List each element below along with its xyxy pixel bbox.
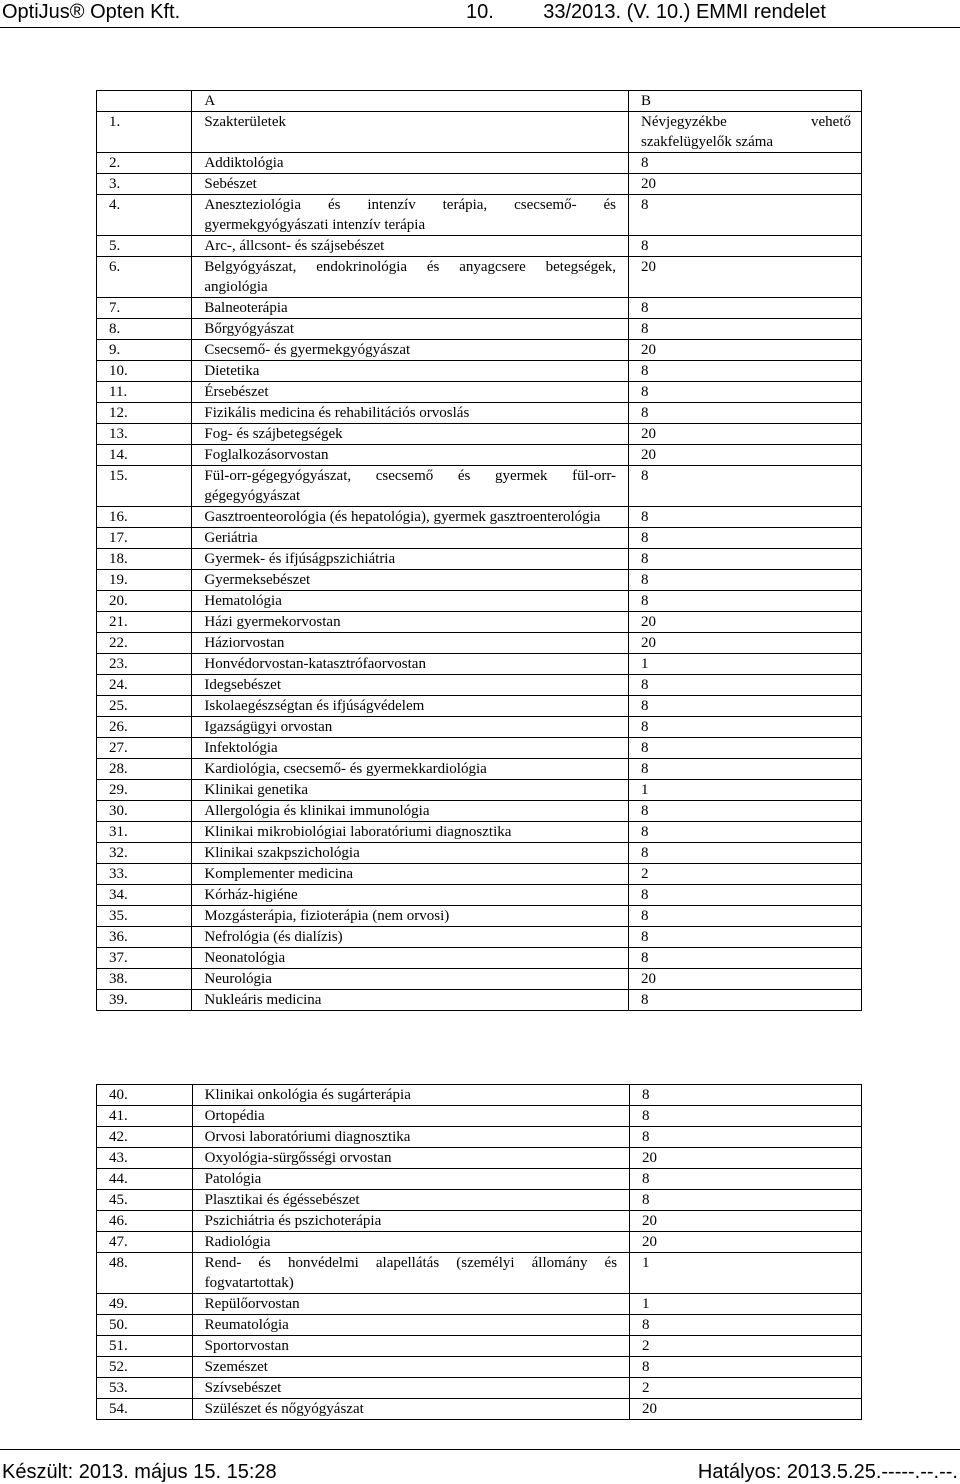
table-row: [97, 654, 862, 675]
supervisor-count: 20: [629, 340, 862, 361]
supervisor-count: 20: [630, 1232, 862, 1253]
supervisor-count: 20: [629, 257, 862, 298]
row-number: 17.: [97, 528, 192, 549]
row-number: 31.: [97, 822, 192, 843]
table-row: [97, 801, 862, 822]
column-header-b: B: [629, 91, 862, 112]
table-row: [97, 466, 862, 507]
supervisor-count: 8: [630, 1127, 862, 1148]
row-number: 47.: [97, 1232, 193, 1253]
supervisor-count: 8: [629, 153, 862, 174]
table-row: [97, 717, 862, 738]
supervisor-count: 20: [629, 445, 862, 466]
row-number: 33.: [97, 864, 192, 885]
row-number: 34.: [97, 885, 192, 906]
table-row: [97, 1211, 862, 1232]
row-number: 2.: [97, 153, 192, 174]
row-number: 24.: [97, 675, 192, 696]
table-row: [97, 843, 862, 864]
specialty-name: Klinikai szakpszichológia: [192, 843, 629, 864]
specialty-name: Szemészet: [192, 1357, 629, 1378]
specialty-name: Csecsemő- és gyermekgyógyászat: [192, 340, 629, 361]
specialty-name: Honvédorvostan-katasztrófaorvostan: [192, 654, 629, 675]
table-row: [97, 1378, 862, 1399]
specialty-name: Geriátria: [192, 528, 629, 549]
supervisor-count: 20: [629, 969, 862, 990]
row-number: 14.: [97, 445, 192, 466]
supervisor-count: 8: [629, 927, 862, 948]
table-row: [97, 675, 862, 696]
supervisor-count: 20: [629, 612, 862, 633]
row-number: 21.: [97, 612, 192, 633]
specialty-table-part-2: [96, 1084, 862, 1420]
table-row: [97, 195, 862, 236]
publisher-label: OptiJus® Opten Kft.: [2, 1, 181, 23]
table-row: [97, 403, 862, 424]
specialty-name: Rend- és honvédelmi alapellátás (személyi állomány és fogvatartottak): [192, 1253, 629, 1294]
supervisor-count: 8: [629, 675, 862, 696]
table-row: [97, 780, 862, 801]
row-number: 46.: [97, 1211, 193, 1232]
table-row: [97, 759, 862, 780]
table-row: [97, 570, 862, 591]
specialty-name: Fül-orr-gégegyógyászat, csecsemő és gyermek fül-orr-gégegyógyászat: [192, 466, 629, 507]
row-number: 49.: [97, 1294, 193, 1315]
specialty-name: Nukleáris medicina: [192, 990, 629, 1011]
supervisor-count: 8: [629, 236, 862, 257]
row-number: 26.: [97, 717, 192, 738]
row-number: 5.: [97, 236, 192, 257]
supervisor-count: 1: [630, 1253, 862, 1294]
supervisor-count: 8: [629, 906, 862, 927]
supervisor-count: 8: [629, 195, 862, 236]
specialty-name: Gyermek- és ifjúságpszichiátria: [192, 549, 629, 570]
supervisor-count: 8: [629, 570, 862, 591]
created-date: Készült: 2013. május 15. 15:28: [2, 1461, 277, 1483]
effective-date: Hatályos: 2013.5.25.-----.--.--.: [697, 1461, 958, 1483]
supervisor-count: 20: [630, 1399, 862, 1420]
specialty-name: Gyermeksebészet: [192, 570, 629, 591]
supervisor-count: 8: [630, 1106, 862, 1127]
row-number: 54.: [97, 1399, 193, 1420]
supervisor-count: 20: [630, 1211, 862, 1232]
supervisor-count: 8: [629, 466, 862, 507]
row-number: 16.: [97, 507, 192, 528]
supervisor-count: 2: [629, 864, 862, 885]
table-row: [97, 236, 862, 257]
specialty-name: Balneoterápia: [192, 298, 629, 319]
row-number: 9.: [97, 340, 192, 361]
specialty-name: Érsebészet: [192, 382, 629, 403]
specialty-table-body-2: [97, 1085, 862, 1420]
specialty-name: Szakterületek: [192, 112, 629, 153]
specialty-table-body-1: [97, 91, 862, 1011]
column-header-row: [97, 91, 862, 112]
specialty-name: Klinikai onkológia és sugárterápia: [192, 1085, 629, 1106]
supervisor-count: 20: [630, 1148, 862, 1169]
specialty-name: Radiológia: [192, 1232, 629, 1253]
supervisor-count: Névjegyzékbe vehető szakfelügyelők száma: [629, 112, 862, 153]
page-number: 10.: [466, 1, 494, 23]
supervisor-count: 2: [630, 1378, 862, 1399]
supervisor-count: 20: [629, 174, 862, 195]
table-row: [97, 361, 862, 382]
table-row: [97, 822, 862, 843]
supervisor-count: 8: [629, 696, 862, 717]
table-row: [97, 174, 862, 195]
specialty-name: Komplementer medicina: [192, 864, 629, 885]
supervisor-count: 8: [629, 591, 862, 612]
table-row: [97, 612, 862, 633]
row-number: 25.: [97, 696, 192, 717]
row-number: 38.: [97, 969, 192, 990]
column-header-a: A: [192, 91, 629, 112]
specialty-name: Foglalkozásorvostan: [192, 445, 629, 466]
table-row: [97, 1294, 862, 1315]
specialty-name: Igazságügyi orvostan: [192, 717, 629, 738]
table-row: [97, 927, 862, 948]
supervisor-count: 8: [629, 948, 862, 969]
specialty-name: Bőrgyógyászat: [192, 319, 629, 340]
specialty-name: Szülészet és nőgyógyászat: [192, 1399, 629, 1420]
specialty-name: Pszichiátria és pszichoterápia: [192, 1211, 629, 1232]
supervisor-count: 8: [629, 403, 862, 424]
table-row: [97, 528, 862, 549]
table-row: [97, 1336, 862, 1357]
table-row: [97, 1357, 862, 1378]
table-row: [97, 1085, 862, 1106]
row-number: 23.: [97, 654, 192, 675]
supervisor-count: 1: [629, 780, 862, 801]
specialty-name: Infektológia: [192, 738, 629, 759]
supervisor-count: 8: [629, 319, 862, 340]
table-row: [97, 591, 862, 612]
page-footer: [0, 1444, 960, 1484]
supervisor-count: 8: [629, 382, 862, 403]
table-row: [97, 1106, 862, 1127]
row-number: 11.: [97, 382, 192, 403]
specialty-name: Dietetika: [192, 361, 629, 382]
supervisor-count: 1: [629, 654, 862, 675]
row-number: 30.: [97, 801, 192, 822]
row-number: 42.: [97, 1127, 193, 1148]
specialty-name: Iskolaegészségtan és ifjúságvédelem: [192, 696, 629, 717]
specialty-name: Kórház-higiéne: [192, 885, 629, 906]
row-number: 3.: [97, 174, 192, 195]
row-number: 43.: [97, 1148, 193, 1169]
specialty-name: Háziorvostan: [192, 633, 629, 654]
table-row: [97, 948, 862, 969]
row-number: 13.: [97, 424, 192, 445]
table-row: [97, 1169, 862, 1190]
specialty-name: Hematológia: [192, 591, 629, 612]
supervisor-count: 8: [629, 738, 862, 759]
row-number: 45.: [97, 1190, 193, 1211]
supervisor-count: 8: [629, 507, 862, 528]
table-row: [97, 340, 862, 361]
row-number: 1.: [97, 112, 192, 153]
table-row: [97, 257, 862, 298]
blank-cell: [97, 91, 192, 112]
row-number: 22.: [97, 633, 192, 654]
table-row: [97, 1399, 862, 1420]
supervisor-count: 8: [629, 549, 862, 570]
supervisor-count: 8: [629, 990, 862, 1011]
row-number: 15.: [97, 466, 192, 507]
table-row: [97, 738, 862, 759]
table-row: [97, 864, 862, 885]
footer-divider: [0, 1449, 960, 1450]
specialty-name: Orvosi laboratóriumi diagnosztika: [192, 1127, 629, 1148]
specialty-name: Sebészet: [192, 174, 629, 195]
row-number: 51.: [97, 1336, 193, 1357]
table-row: [97, 969, 862, 990]
specialty-name: Addiktológia: [192, 153, 629, 174]
specialty-name: Klinikai mikrobiológiai laboratóriumi diagnosztika: [192, 822, 629, 843]
supervisor-count: 8: [629, 843, 862, 864]
header-divider: [0, 27, 960, 28]
specialty-name: Ortopédia: [192, 1106, 629, 1127]
specialty-name: Oxyológia-sürgősségi orvostan: [192, 1148, 629, 1169]
table-row: [97, 112, 862, 153]
supervisor-count: 8: [629, 298, 862, 319]
table-row: [97, 153, 862, 174]
table-row: [97, 885, 862, 906]
supervisor-count: 8: [629, 528, 862, 549]
supervisor-count: 8: [630, 1169, 862, 1190]
row-number: 8.: [97, 319, 192, 340]
row-number: 18.: [97, 549, 192, 570]
row-number: 6.: [97, 257, 192, 298]
supervisor-count: 2: [630, 1336, 862, 1357]
row-number: 37.: [97, 948, 192, 969]
row-number: 44.: [97, 1169, 193, 1190]
table-row: [97, 382, 862, 403]
specialty-name: Repülőorvostan: [192, 1294, 629, 1315]
supervisor-count: 8: [629, 822, 862, 843]
supervisor-count: 8: [629, 717, 862, 738]
row-number: 52.: [97, 1357, 193, 1378]
specialty-name: Plasztikai és égéssebészet: [192, 1190, 629, 1211]
table-row: [97, 990, 862, 1011]
specialty-name: Kardiológia, csecsemő- és gyermekkardiológia: [192, 759, 629, 780]
specialty-name: Szívsebészet: [192, 1378, 629, 1399]
row-number: 12.: [97, 403, 192, 424]
table-row: [97, 1232, 862, 1253]
row-number: 20.: [97, 591, 192, 612]
table-row: [97, 1315, 862, 1336]
specialty-name: Fizikális medicina és rehabilitációs orvoslás: [192, 403, 629, 424]
table-row: [97, 445, 862, 466]
row-number: 50.: [97, 1315, 193, 1336]
table-row: [97, 1253, 862, 1294]
table-row: [97, 1190, 862, 1211]
specialty-name: Patológia: [192, 1169, 629, 1190]
supervisor-count: 8: [630, 1190, 862, 1211]
specialty-name: Idegsebészet: [192, 675, 629, 696]
specialty-name: Belgyógyászat, endokrinológia és anyagcsere betegségek, angiológia: [192, 257, 629, 298]
table-row: [97, 633, 862, 654]
specialty-name: Allergológia és klinikai immunológia: [192, 801, 629, 822]
table-row: [97, 906, 862, 927]
row-number: 10.: [97, 361, 192, 382]
row-number: 28.: [97, 759, 192, 780]
table-row: [97, 319, 862, 340]
supervisor-count: 20: [629, 633, 862, 654]
specialty-name: Mozgásterápia, fizioterápia (nem orvosi): [192, 906, 629, 927]
row-number: 39.: [97, 990, 192, 1011]
row-number: 4.: [97, 195, 192, 236]
table-row: [97, 424, 862, 445]
specialty-name: Aneszteziológia és intenzív terápia, csecsemő- és gyermekgyógyászati intenzív terápia: [192, 195, 629, 236]
specialty-name: Nefrológia (és dialízis): [192, 927, 629, 948]
row-number: 48.: [97, 1253, 193, 1294]
supervisor-count: 8: [629, 361, 862, 382]
row-number: 53.: [97, 1378, 193, 1399]
table-row: [97, 1148, 862, 1169]
row-number: 29.: [97, 780, 192, 801]
row-number: 41.: [97, 1106, 193, 1127]
row-number: 27.: [97, 738, 192, 759]
specialty-name: Házi gyermekorvostan: [192, 612, 629, 633]
supervisor-count: 8: [629, 759, 862, 780]
row-number: 32.: [97, 843, 192, 864]
specialty-name: Gasztroenteorológia (és hepatológia), gyermek gasztroenterológia: [192, 507, 629, 528]
specialty-table-part-1: [96, 90, 862, 1011]
row-number: 19.: [97, 570, 192, 591]
row-number: 7.: [97, 298, 192, 319]
supervisor-count: 8: [629, 801, 862, 822]
specialty-name: Sportorvostan: [192, 1336, 629, 1357]
supervisor-count: 8: [629, 885, 862, 906]
supervisor-count: 20: [629, 424, 862, 445]
row-number: 40.: [97, 1085, 193, 1106]
table-row: [97, 549, 862, 570]
specialty-name: Reumatológia: [192, 1315, 629, 1336]
page-header: [0, 0, 960, 28]
table-row: [97, 298, 862, 319]
table-row: [97, 507, 862, 528]
row-number: 36.: [97, 927, 192, 948]
row-number: 35.: [97, 906, 192, 927]
specialty-name: Neonatológia: [192, 948, 629, 969]
supervisor-count: 1: [630, 1294, 862, 1315]
table-row: [97, 696, 862, 717]
specialty-name: Neurológia: [192, 969, 629, 990]
specialty-name: Klinikai genetika: [192, 780, 629, 801]
table-row: [97, 1127, 862, 1148]
supervisor-count: 8: [630, 1085, 862, 1106]
specialty-name: Arc-, állcsont- és szájsebészet: [192, 236, 629, 257]
specialty-name: Fog- és szájbetegségek: [192, 424, 629, 445]
document-title: 33/2013. (V. 10.) EMMI rendelet: [543, 1, 826, 23]
supervisor-count: 8: [630, 1357, 862, 1378]
supervisor-count: 8: [630, 1315, 862, 1336]
